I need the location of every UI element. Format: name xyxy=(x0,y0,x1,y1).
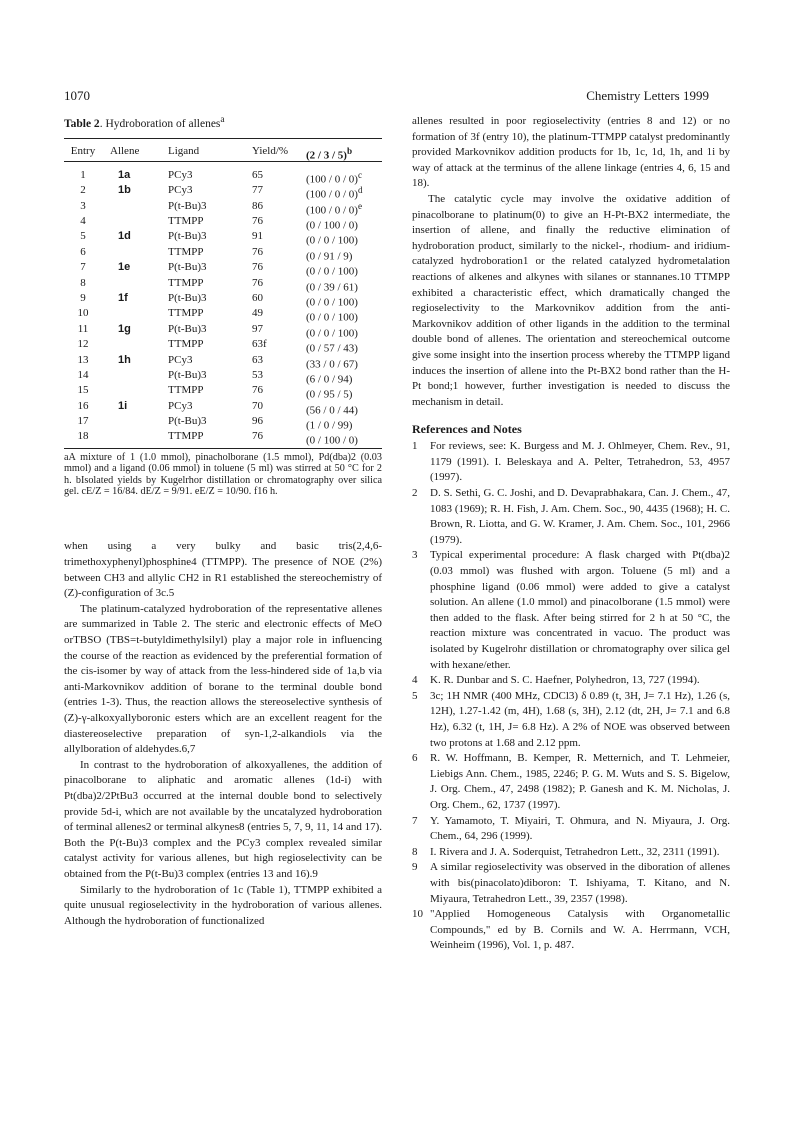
reference-number: 7 xyxy=(412,814,418,827)
entry-cell: 1 xyxy=(80,168,86,181)
table-title-label: Table 2 xyxy=(64,117,100,130)
entry-cell: 13 xyxy=(77,353,89,366)
right-column xyxy=(412,114,730,954)
ligand-cell: P(t-Bu)3 xyxy=(168,322,207,335)
entry-cell: 10 xyxy=(77,307,89,320)
reference-text: 3c; 1H NMR (400 MHz, CDCl3) δ 0.89 (t, 3H, J= 7.1 Hz), 1.26 (s, 12H), 1.27-1.42 (m, 4H), 1.68 (s, 3H), 2.12 (dt, 2H, J= 7.1 and 6.8 Hz), 6.32 (t, 1H, J= 6.8 Hz). A 2% of NOE was observed between two protons at 1.68 and 2.12 ppm. xyxy=(430,689,730,749)
entry-cell: 9 xyxy=(80,291,86,304)
allene-cell: 1a xyxy=(118,168,131,181)
col-allene-header: Allene xyxy=(110,144,140,157)
ratio-footnote-mark: d xyxy=(357,185,363,196)
reference-item xyxy=(412,548,730,673)
ratio-value: (0 / 0 / 100) xyxy=(306,265,358,278)
table-title-sup: a xyxy=(220,114,225,125)
table-row xyxy=(64,322,382,340)
ratio-value: (100 / 0 / 0) xyxy=(306,204,358,217)
ratio-cell xyxy=(296,199,382,217)
reference-text: D. S. Sethi, G. C. Joshi, and D. Devaprabhakara, Can. J. Chem., 47, 1083 (1969); R. H. Fish, J. Am. Chem. Soc., 90, 4435 (1968); H. C. Brown, R. Liotta, and G. W. Kramer, J. Am. Chem. Soc., 101, 2966 (1979). xyxy=(430,487,730,546)
ligand-cell: PCy3 xyxy=(168,184,193,197)
ligand-cell: P(t-Bu)3 xyxy=(168,368,207,381)
entry-cell: 17 xyxy=(77,415,89,428)
ratio-value: (33 / 0 / 67) xyxy=(306,358,358,371)
ratio-value: (6 / 0 / 94) xyxy=(306,373,353,386)
reference-item xyxy=(412,860,730,907)
table-row xyxy=(64,353,382,371)
ratio-value: (0 / 95 / 5) xyxy=(306,388,353,401)
ratio-cell xyxy=(296,414,382,432)
ligand-cell: TTMPP xyxy=(168,215,204,227)
ratio-cell xyxy=(296,399,382,417)
ligand-cell: P(t-Bu)3 xyxy=(168,230,207,243)
ligand-cell: TTMPP xyxy=(168,276,204,289)
yield-cell: 96 xyxy=(252,415,263,428)
table-row xyxy=(64,229,382,248)
ligand-cell: PCy3 xyxy=(168,399,193,412)
allene-cell xyxy=(102,276,158,291)
left-paragraph-2: The platinum-catalyzed hydroboration of the representative allenes are summarized in Table 2. The steric and electronic effects of MeO orTBSO (TBS=t-butyldimethylsilyl) play a major role in influencing the course of the reaction as evidenced by the preferential formation of the cis-isomer by way of attack from the less-hindered side of 1a,b via anti-Markovnikov addition of borane to the terminal double bond (entries 1-3). Thus, the reaction allows the stereoselective synthesis of (Z)-γ-alkoxyallyboronic esters which are an excellent reagent for the diastereoselective preparation of syn-1,2-alkandiols via the allylboration of aldehydes.6,7 xyxy=(64,602,382,756)
table-row xyxy=(64,214,382,232)
ratio-value: (0 / 57 / 43) xyxy=(306,342,358,355)
entry-cell: 11 xyxy=(77,322,89,335)
table-row xyxy=(64,383,382,401)
ligand-cell: P(t-Bu)3 xyxy=(168,261,207,274)
table-row xyxy=(64,168,382,186)
entry-cell: 6 xyxy=(80,245,86,258)
ratio-cell xyxy=(296,276,382,294)
ligand-cell: TTMPP xyxy=(168,338,204,351)
col-ratio-sup: b xyxy=(346,145,353,156)
allene-cell: 1i xyxy=(118,399,128,412)
reference-number: 6 xyxy=(412,752,418,765)
ratio-cell xyxy=(296,229,382,248)
allene-cell: 1d xyxy=(118,230,131,243)
ratio-value: (100 / 0 / 0) xyxy=(306,188,358,201)
table-row xyxy=(64,368,382,386)
ratio-cell xyxy=(296,214,382,232)
reference-item xyxy=(412,689,730,751)
yield-cell: 53 xyxy=(252,368,263,381)
entry-cell: 4 xyxy=(80,215,86,227)
yield-cell: 76 xyxy=(252,215,263,227)
ligand-cell: P(t-Bu)3 xyxy=(168,199,207,212)
references-list xyxy=(412,439,730,954)
ligand-cell: TTMPP xyxy=(168,245,204,258)
ratio-value: (0 / 0 / 100) xyxy=(306,235,358,248)
reference-text: Y. Yamamoto, T. Miyairi, T. Ohmura, and N. Miyaura, J. Org. Chem., 64, 296 (1999). xyxy=(430,814,730,843)
ligand-cell: TTMPP xyxy=(168,307,204,320)
col-ratio-header xyxy=(296,143,382,162)
ratio-cell xyxy=(296,168,382,186)
reference-number: 1 xyxy=(412,440,418,453)
table-title xyxy=(64,114,382,130)
table-row xyxy=(64,199,382,217)
left-paragraph-1: when using a very bulky and basic tris(2,4,6-trimethoxyphenyl)phosphine4 (TTMPP). The presence of NOE (2%) between CH3 and allylic CH2 in R1 established the stereochemistry of (Z)-configuration of 3c.5 xyxy=(64,540,382,600)
ratio-value: (1 / 0 / 99) xyxy=(306,419,353,432)
allene-cell xyxy=(102,368,158,383)
references-heading: References and Notes xyxy=(412,422,522,437)
reference-number: 9 xyxy=(412,861,418,874)
yield-cell: 76 xyxy=(252,245,263,258)
table-row xyxy=(64,306,382,324)
right-paragraph-2: The catalytic cycle may involve the oxidative addition of pinacolborane to platinum(0) to give an H-Pt-BX2 intermediate, the insertion of allene, and finally the reductive elimination of hydroboration product, similarly to the nickel-, rhodium- and iridium-catalyzed hydroboration1 or the related catalyzed hydrometalation reactions of alkenes and alkynes with silanes or stannanes.10 TTMPP exhibited a characteristic effect, which dramatically changed the regioselectivity to the Markovnikov addition from the anti-Markovnikov addition of other ligands in the addition to the terminal double bond of allenes. The orientation and stereochemical outcome give some insight into the insertion process whereby the TTMPP ligand induces the insertion of allene into the Pt-BX2 bond rather than the H-Pt bond;1 however, further investigation is needed to discuss the mechanism in detail. xyxy=(412,192,730,408)
yield-cell: 60 xyxy=(252,291,263,304)
reference-number: 8 xyxy=(412,845,418,858)
right-paragraph-1: allenes resulted in poor regioselectivity (entries 8 and 12) or no formation of 3f (entry 10), the platinum-TTMPP catalyst predominantly provided Markovnikov addition products for 1b, 1c, 1d, 1h, and 1i by way of attack at the terminus of the allene linkage (entries 4, 6, 15 and 18). xyxy=(412,115,730,190)
ratio-cell xyxy=(296,353,382,371)
left-paragraph-4: Similarly to the hydroboration of 1c (Table 1), TTMPP exhibited a quite unusual regioselectivity in the hydroboration of various allenes. Although the hydroboration of functionalized xyxy=(64,883,382,927)
ratio-value: (0 / 0 / 100) xyxy=(306,296,358,309)
table-row xyxy=(64,399,382,417)
reference-item xyxy=(412,486,730,548)
ratio-footnote-mark: c xyxy=(357,169,363,180)
table-row xyxy=(64,245,382,263)
reference-text: A similar regioselectivity was observed in the diboration of allenes with bis(pinacolato)diboron: T. Ishiyama, T. Kitano, and N. Miyaura, Tetrahedron Lett., 39, 2357 (1998). xyxy=(430,861,730,905)
yield-cell: 65 xyxy=(252,168,263,181)
allene-cell xyxy=(102,429,158,444)
reference-item xyxy=(412,907,730,954)
journal-name: Chemistry Letters 1999 xyxy=(586,88,709,103)
ratio-value: (56 / 0 / 44) xyxy=(306,404,358,417)
ratio-cell xyxy=(296,429,382,448)
reference-item xyxy=(412,751,730,813)
allene-cell xyxy=(102,214,158,229)
entry-cell: 12 xyxy=(77,338,89,351)
ligand-cell: P(t-Bu)3 xyxy=(168,291,207,304)
reference-number: 3 xyxy=(412,549,418,562)
reference-text: I. Rivera and J. A. Soderquist, Tetrahedron Lett., 32, 2311 (1991). xyxy=(430,845,720,858)
ligand-cell: P(t-Bu)3 xyxy=(168,415,207,428)
table-header-row xyxy=(64,139,382,161)
yield-cell: 76 xyxy=(252,430,263,443)
reference-number: 4 xyxy=(412,674,418,687)
table-row xyxy=(64,429,382,448)
ratio-value: (100 / 0 / 0) xyxy=(306,173,358,186)
yield-cell: 63 xyxy=(252,353,263,366)
allene-cell xyxy=(102,245,158,260)
table-row xyxy=(64,337,382,355)
allene-cell xyxy=(102,199,158,214)
reference-text: K. R. Dunbar and S. C. Haefner, Polyhedron, 13, 727 (1994). xyxy=(430,674,700,687)
yield-cell: 97 xyxy=(252,322,263,335)
reference-item xyxy=(412,439,730,486)
col-entry-header: Entry xyxy=(70,144,96,157)
yield-cell: 63f xyxy=(252,338,267,351)
reference-number: 5 xyxy=(412,689,418,702)
reference-text: R. W. Hoffmann, B. Kemper, R. Metternich, and T. Lehmeier, Liebigs Ann. Chem., 1985, 2246; P. G. M. Wuts and S. S. Bigelow, J. Org. Chem., 47, 2498 (1982); P. Ganesh and K. M. Nicholas, J. Org. Chem., 62, 1737 (1997). xyxy=(430,752,730,811)
yield-cell: 76 xyxy=(252,276,263,289)
ratio-cell xyxy=(296,260,382,278)
allene-cell: 1b xyxy=(118,184,131,197)
entry-cell: 14 xyxy=(77,368,89,381)
table-footnote: aA mixture of 1 (1.0 mmol), pinacholborane (1.5 mmol), Pd(dba)2 (0.03 mmol) and a ligand (0.06 mmol) in toluene (5 ml) was stirred at 50 °C for 2 h. bIsolated yields by Kugelrhor distillation or chromatography over silica gel. cE/Z = 16/84. dE/Z = 9/91. eE/Z = 10/90. f16 h. xyxy=(64,451,382,498)
entry-cell: 2 xyxy=(80,184,86,197)
ratio-value: (0 / 91 / 9) xyxy=(306,250,353,263)
table-title-text: . Hydroboration of allenes xyxy=(99,117,221,130)
ratio-value: (0 / 39 / 61) xyxy=(306,281,358,294)
reference-item xyxy=(412,814,730,845)
left-column xyxy=(64,114,382,929)
allene-cell xyxy=(102,337,158,352)
reference-text: Typical experimental procedure: A flask charged with Pt(dba)2 (0.03 mmol) was flushed with argon. Toluene (5 ml) and a phosphine ligand (0.06 mmol) were added to give a catalyst solution. An allene (1.0 mmol) and pinacolborane (1.5 mmol) were then added to the flask. After being stirred for 2 h at 50 °C, the reaction mixture was concentrated in vacuo. The product was isolated by Kugelrohr distillation or chromatography over silica gel with hexane/ether. xyxy=(430,549,730,671)
allene-cell: 1f xyxy=(118,291,128,304)
allene-cell xyxy=(102,383,158,398)
yield-cell: 77 xyxy=(252,184,263,197)
col-ratio-text: (2 / 3 / 5) xyxy=(306,149,347,162)
ratio-value: (0 / 0 / 100) xyxy=(306,312,358,324)
table-row xyxy=(64,414,382,432)
allene-cell: 1h xyxy=(118,353,131,366)
ratio-value: (0 / 0 / 100) xyxy=(306,327,358,340)
entry-cell: 15 xyxy=(77,384,89,397)
page-number: 1070 xyxy=(64,88,90,103)
reference-text: "Applied Homogeneous Catalysis with Organometallic Compounds," ed by B. Cornils and W. A. Herrmann, VCH, Weinheim (1996), Vol. 1, p. 487. xyxy=(430,908,730,952)
ratio-value: (0 / 100 / 0) xyxy=(306,435,358,448)
left-paragraph-3: In contrast to the hydroboration of alkoxyallenes, the addition of pinacolborane to aliphatic and aromatic allenes (1d-i) with Pt(dba)2/2PtBu3 occurred at the internal double bond to selectively provide 5d-i, which are not available by the uncatalyzed hydroboration of terminal allenes2 or terminal alkynes8 (entries 5, 7, 9, 11, 14 and 17). Both the P(t-Bu)3 complex and the PCy3 complex revealed similar catalyst activity for various allenes, but high regioselectivity can be obtained from the P(t-Bu)3 complex (entries 13 and 16).9 xyxy=(64,758,382,880)
col-ligand-header: Ligand xyxy=(168,144,200,157)
ligand-cell: TTMPP xyxy=(168,430,204,443)
table-bottom-rule xyxy=(64,448,382,449)
ratio-cell xyxy=(296,306,382,324)
entry-cell: 16 xyxy=(77,399,89,412)
table-row xyxy=(64,291,382,309)
ratio-cell xyxy=(296,337,382,355)
ratio-cell xyxy=(296,368,382,386)
ratio-cell xyxy=(296,322,382,340)
ligand-cell: PCy3 xyxy=(168,168,193,181)
reference-text: For reviews, see: K. Burgess and M. J. Ohlmeyer, Chem. Rev., 91, 1179 (1991). I. Beleskaya and A. Pelter, Tetrahedron, 53, 4957 (1997). xyxy=(430,440,730,484)
ratio-footnote-mark: e xyxy=(357,200,363,211)
col-yield-header: Yield/% xyxy=(252,144,289,157)
ligand-cell: PCy3 xyxy=(168,353,193,366)
reference-number: 10 xyxy=(412,908,423,921)
yield-cell: 86 xyxy=(252,199,263,212)
reference-number: 2 xyxy=(412,487,418,500)
entry-cell: 3 xyxy=(80,199,86,212)
ligand-cell: TTMPP xyxy=(168,384,204,397)
table-row xyxy=(64,260,382,278)
ratio-cell xyxy=(296,245,382,263)
allene-cell: 1g xyxy=(118,322,131,335)
allene-cell xyxy=(102,306,158,321)
ratio-cell xyxy=(296,383,382,401)
table-row xyxy=(64,276,382,294)
ratio-cell xyxy=(296,183,382,201)
ratio-value: (0 / 100 / 0) xyxy=(306,219,358,232)
reference-item xyxy=(412,673,730,689)
entry-cell: 5 xyxy=(80,230,86,243)
entry-cell: 7 xyxy=(80,261,86,274)
allene-cell: 1e xyxy=(118,261,131,274)
ratio-cell xyxy=(296,291,382,309)
yield-cell: 70 xyxy=(252,399,263,412)
yield-cell: 91 xyxy=(252,230,263,243)
entry-cell: 8 xyxy=(80,276,86,289)
yield-cell: 76 xyxy=(252,384,263,397)
yield-cell: 49 xyxy=(252,307,263,320)
reference-item xyxy=(412,845,730,861)
table-row xyxy=(64,183,382,201)
allene-cell xyxy=(102,414,158,429)
table-body xyxy=(64,162,382,448)
yield-cell: 76 xyxy=(252,261,263,274)
entry-cell: 18 xyxy=(77,430,89,443)
